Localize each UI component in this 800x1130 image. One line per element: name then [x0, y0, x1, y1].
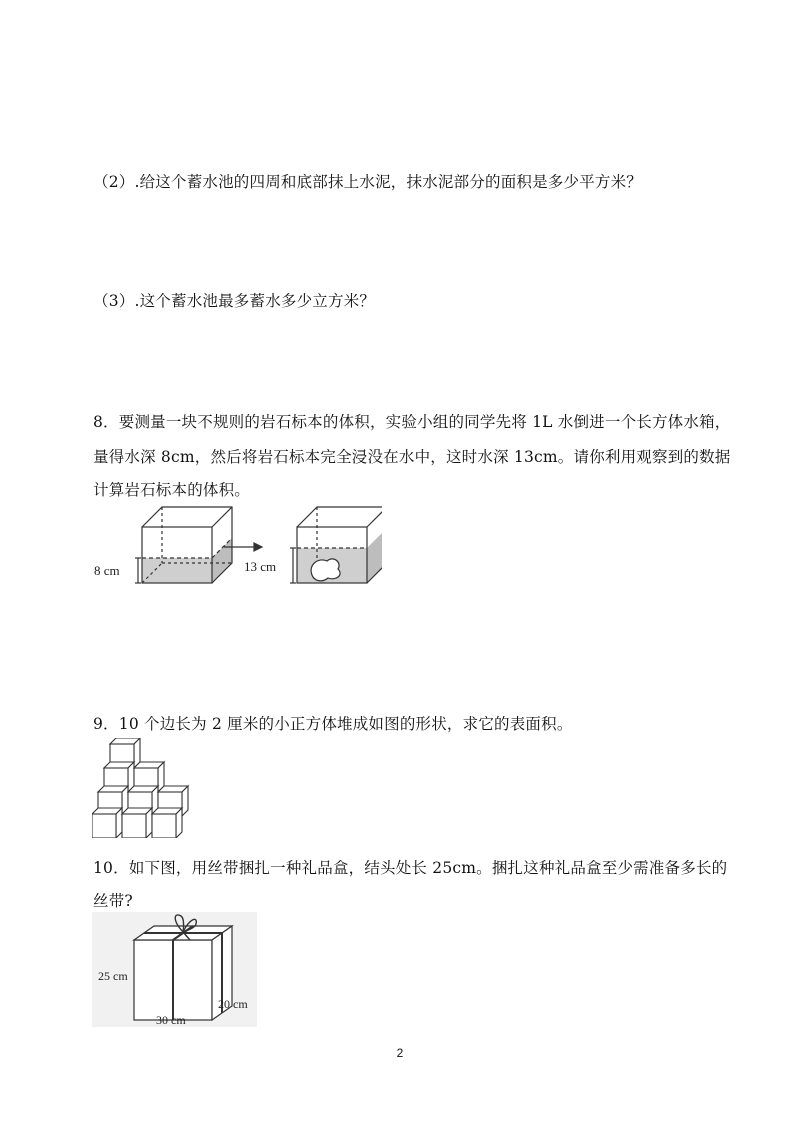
q9-line1: 9．10 个边长为 2 厘米的小正方体堆成如图的形状，求它的表面积。	[93, 715, 573, 733]
q8-line1: 8．要测量一块不规则的岩石标本的体积，实验小组的同学先将 1L 水倒进一个长方体水箱，	[93, 413, 731, 431]
q9-cube-stack-figure	[92, 738, 192, 838]
q7-part3-text: （3）.这个蓄水池最多蓄水多少立方米？	[93, 292, 376, 310]
q10-line1: 10．如下图，用丝带捆扎一种礼品盒，结头处长 25cm。捆扎这种礼品盒至少需准备多长的	[93, 859, 728, 877]
width-label: 20 cm	[218, 997, 248, 1011]
q10-gift-box-figure	[92, 912, 257, 1027]
q8-line3: 计算岩石标本的体积。	[93, 481, 251, 499]
cube	[92, 808, 122, 838]
page-number: 2	[396, 1046, 404, 1060]
q10-line2: 丝带?	[93, 892, 133, 910]
rock-icon	[311, 559, 340, 581]
tank-before	[135, 507, 232, 583]
q7-part2-text: （2）.给这个蓄水池的四周和底部抹上水泥，抹水泥部分的面积是多少平方米？	[93, 173, 642, 191]
cube	[152, 808, 182, 838]
q8-water-tank-figure	[92, 505, 382, 600]
q8-line2: 量得水深 8cm，然后将岩石标本完全浸没在水中，这时水深 13cm。请你利用观察到的数据	[93, 448, 731, 466]
height-label: 25 cm	[98, 969, 128, 983]
cube	[122, 808, 152, 838]
length-label: 30 cm	[156, 1013, 186, 1027]
before-depth-label: 8 cm	[94, 563, 120, 578]
after-depth-label: 13 cm	[244, 559, 277, 574]
